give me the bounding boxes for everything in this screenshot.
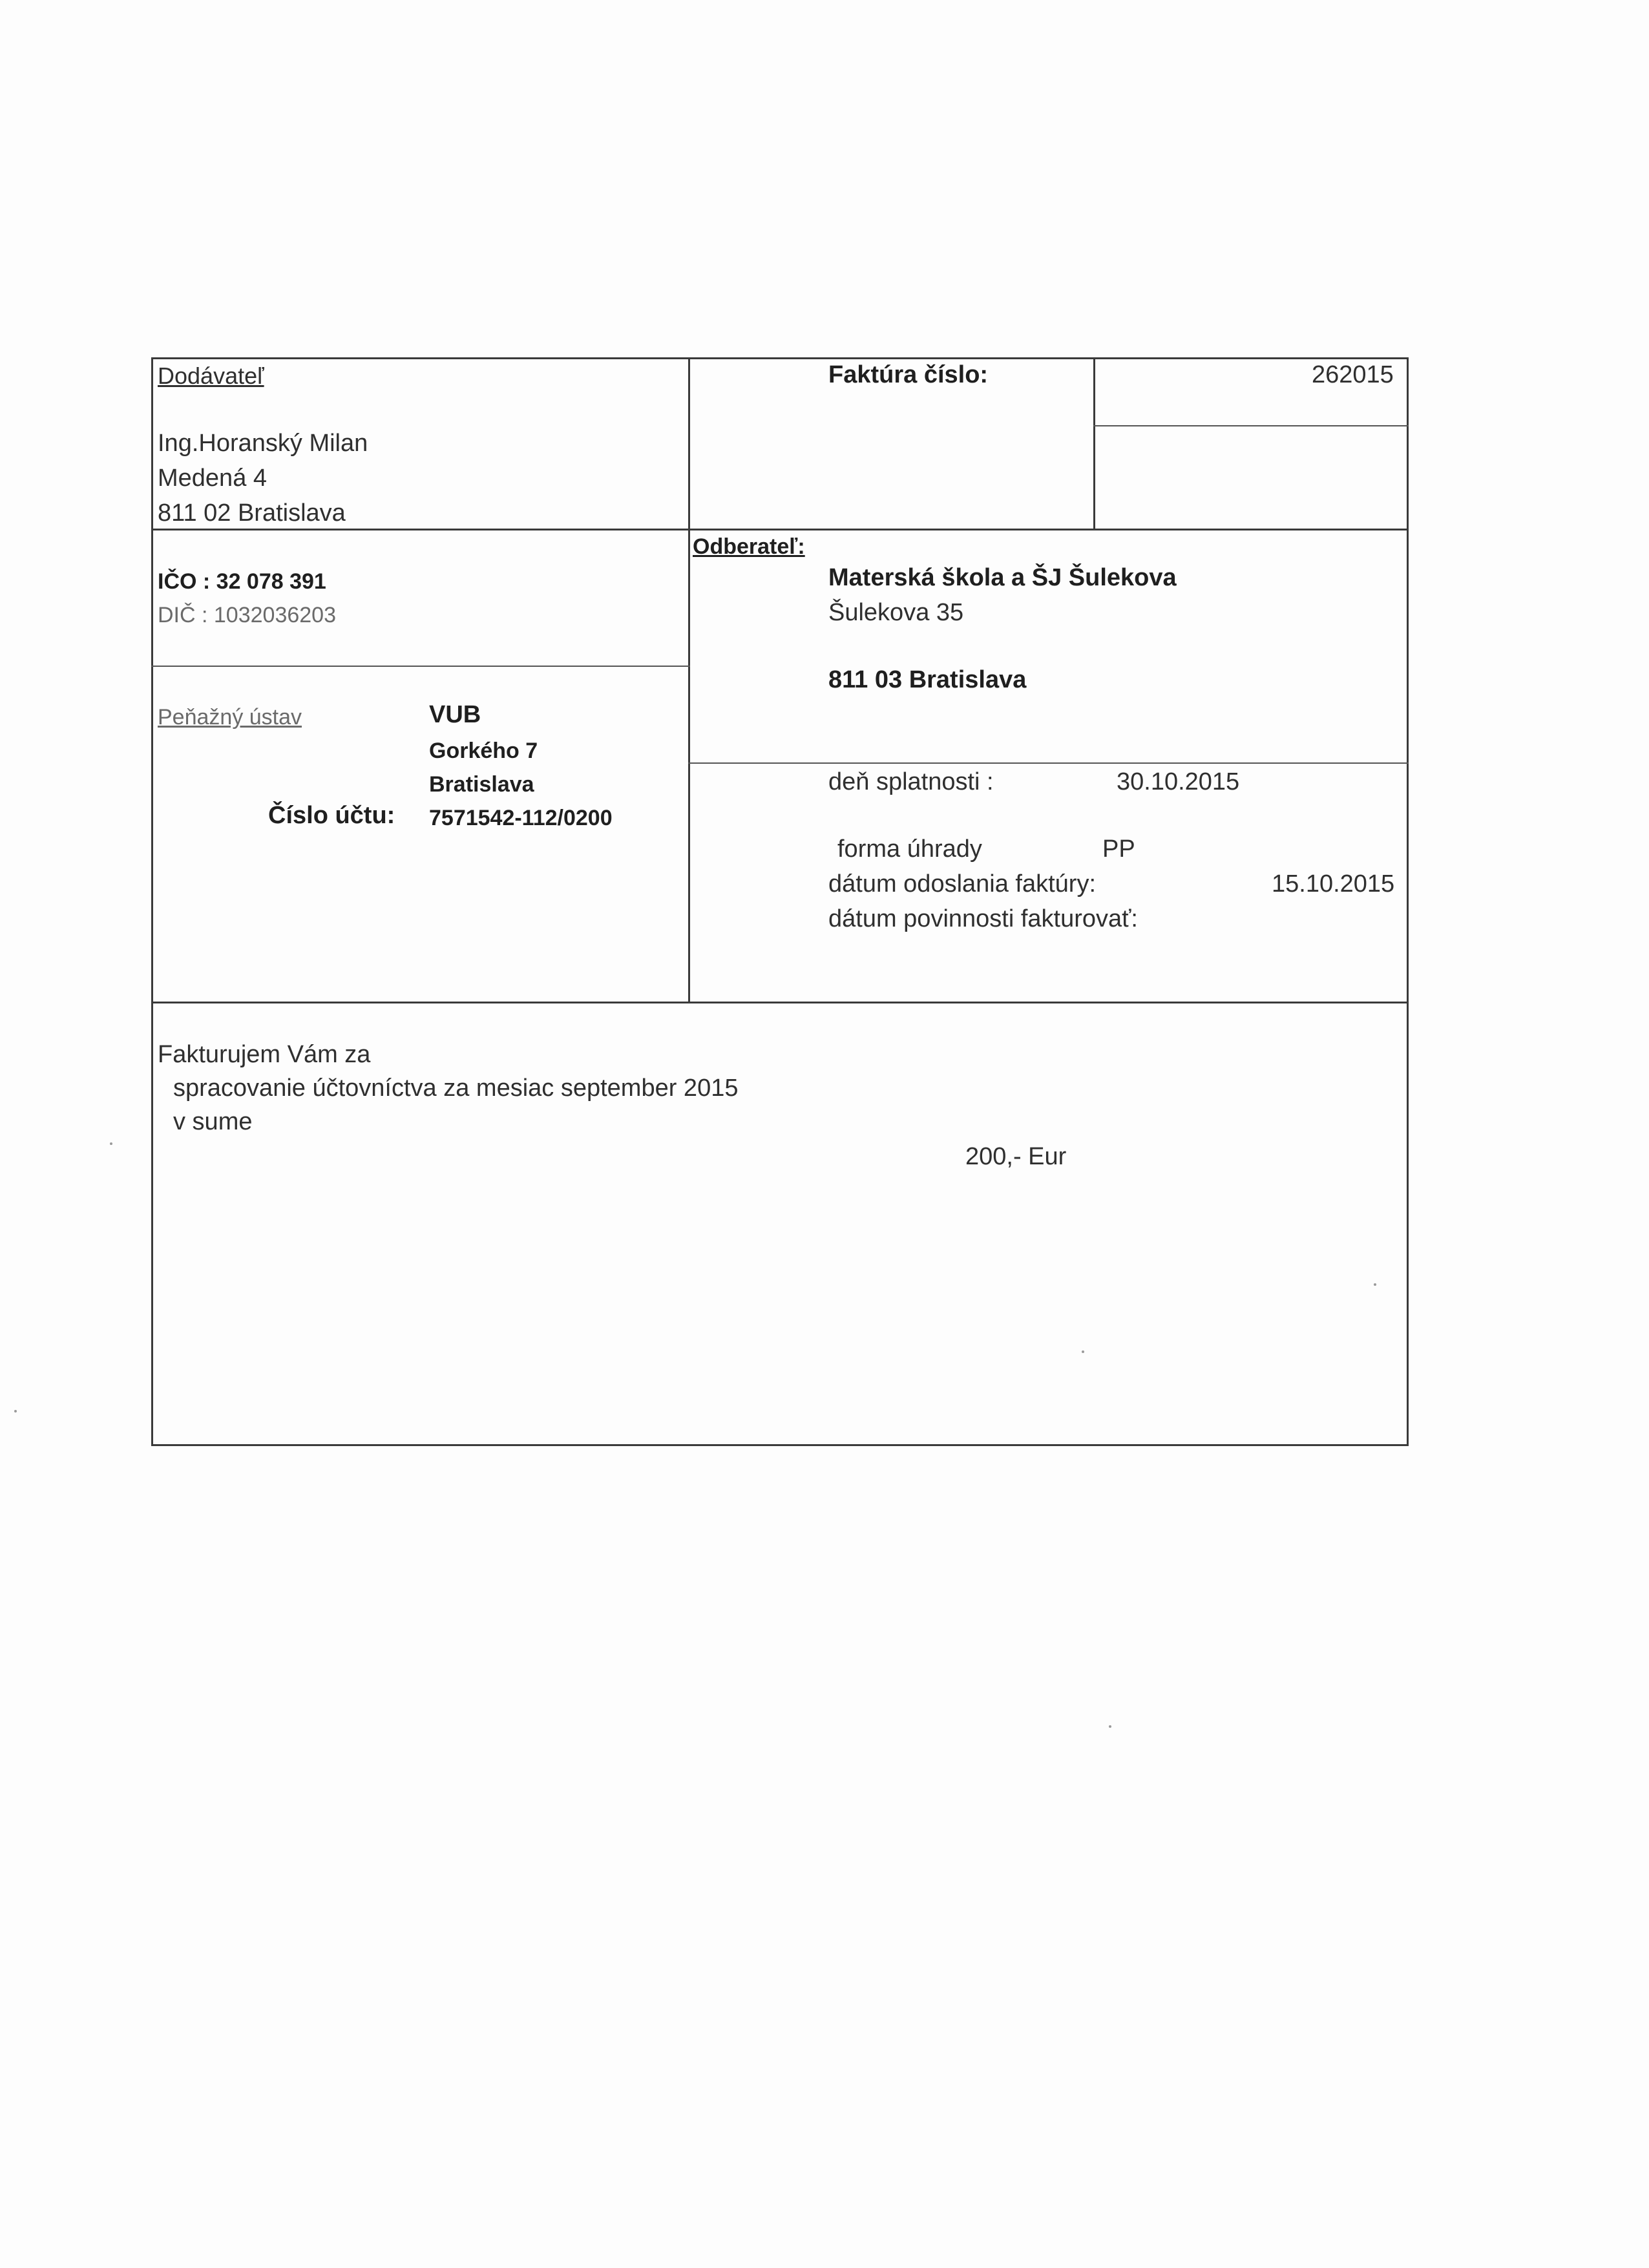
scan-speck [14, 1410, 17, 1412]
sent-date-label: dátum odoslania faktúry: [828, 870, 1097, 898]
invoice-number-box-line [1093, 425, 1409, 426]
column-divider [688, 357, 690, 1003]
supplier-street: Medená 4 [158, 465, 268, 492]
payment-form-label: forma úhrady [837, 835, 982, 863]
supplier-dic: DIČ : 1032036203 [158, 603, 336, 627]
scan-speck [1109, 1725, 1111, 1728]
frame-bottom-border [151, 1444, 1409, 1446]
customer-street: Šulekova 35 [828, 599, 964, 626]
invoice-number: 262015 [1312, 361, 1394, 388]
customer-heading: Odberateľ: [693, 534, 805, 559]
body-description: spracovanie účtovníctva za mesiac september 2015 [173, 1075, 739, 1102]
frame-top-border [151, 357, 1409, 359]
bank-label: Peňažný ústav [158, 705, 302, 730]
customer-city: 811 03 Bratislava [828, 666, 1027, 693]
bank-street: Gorkého 7 [429, 739, 538, 763]
tax-section-line [151, 666, 690, 667]
body-intro: Fakturujem Vám za [158, 1041, 371, 1068]
account-number: 7571542-112/0200 [429, 806, 613, 830]
supplier-heading: Dodávateľ [158, 362, 264, 389]
customer-name: Materská škola a ŠJ Šulekova [828, 564, 1177, 591]
supplier-ico: IČO : 32 078 391 [158, 569, 326, 594]
invoice-number-box-divider [1093, 357, 1095, 529]
invoice-number-label: Faktúra číslo: [828, 361, 989, 388]
terms-section-line [688, 762, 1409, 764]
frame-left-border [151, 357, 153, 1446]
bank-city: Bratislava [429, 772, 534, 797]
scan-speck [1082, 1350, 1084, 1353]
frame-right-border [1407, 357, 1409, 1446]
supplier-name: Ing.Horanský Milan [158, 430, 368, 457]
scan-speck [1374, 1283, 1376, 1286]
body-section-line [151, 1002, 1409, 1003]
due-date-label: deň splatnosti : [828, 768, 994, 795]
supplier-section-line [151, 529, 1409, 530]
scan-speck [110, 1142, 112, 1145]
body-sum-label: v sume [173, 1108, 253, 1135]
account-label: Číslo účtu: [268, 802, 395, 829]
due-date: 30.10.2015 [1117, 768, 1240, 795]
duty-date-label: dátum povinnosti fakturovať: [828, 905, 1138, 932]
payment-form-value: PP [1102, 835, 1135, 863]
bank-name: VUB [429, 701, 481, 728]
supplier-city: 811 02 Bratislava [158, 499, 346, 527]
sent-date: 15.10.2015 [1272, 870, 1395, 898]
body-amount: 200,- Eur [965, 1143, 1067, 1170]
